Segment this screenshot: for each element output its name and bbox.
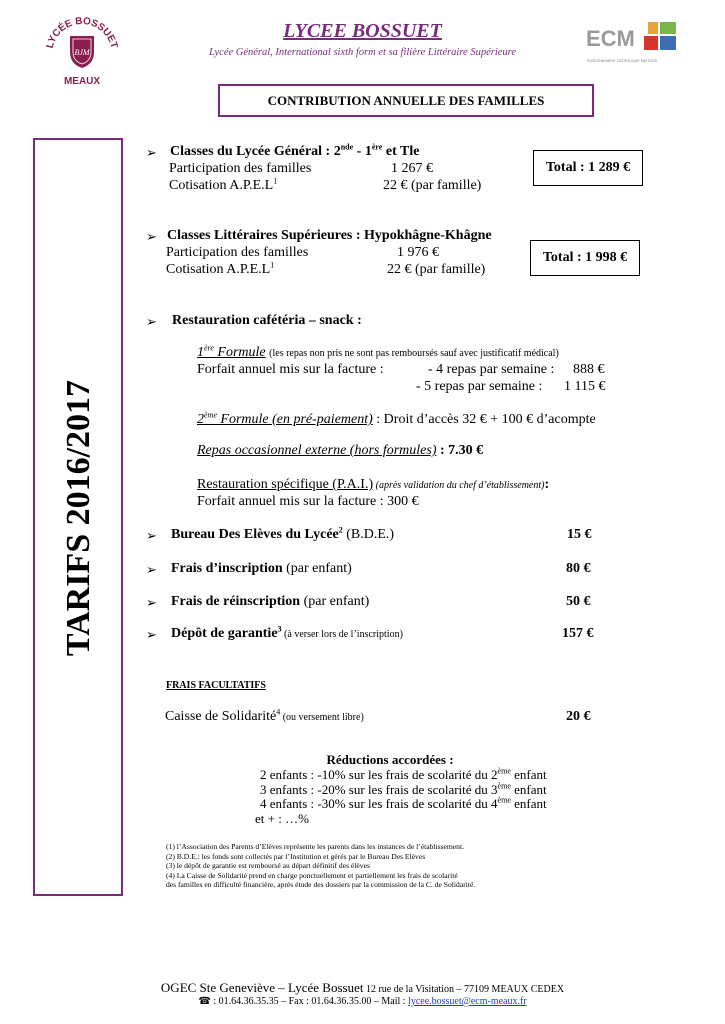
general-title: Classes du Lycée Général : 2nde - 1ère et Tle	[170, 142, 420, 159]
fee-label: Frais de réinscription (par enfant)	[171, 594, 370, 609]
reduction-line: 3 enfants : -20% sur les frais de scolarité du 3ème enfant	[260, 781, 547, 797]
option-4-repas-label: - 4 repas par semaine :	[428, 362, 555, 377]
arrow-bullet: ➢	[146, 627, 157, 642]
option-4-repas-value: 888 €	[573, 362, 605, 377]
caisse-solidarite: Caisse de Solidarité$^4$ (ou versement libre)	[165, 707, 364, 724]
footnote: (4) La Caisse de Solidarité prend en charge ponctuellement et partiellement les frais de scolarité	[166, 870, 458, 880]
fee-price: 80 €	[566, 561, 591, 576]
litteraire-apel-value: 22 € (par famille)	[387, 262, 486, 277]
litteraire-participation-label: Participation des familles	[166, 245, 309, 260]
side-title-box	[33, 138, 123, 896]
litteraire-total-box	[530, 240, 640, 276]
reductions-title: Réductions accordées :	[326, 752, 454, 767]
phone-icon: ☎	[198, 996, 211, 1007]
caisse-price: 20 €	[566, 709, 591, 724]
svg-text:MEAUX: MEAUX	[63, 76, 101, 87]
svg-text:LYCÉE BOSSUET: LYCÉE BOSSUET	[44, 15, 120, 50]
footer-line-1: OGEC Ste Geneviève – Lycée Bossuet 12 rue de la Visitation – 77109 MEAUX CEDEX	[160, 980, 565, 995]
general-total-box	[533, 150, 643, 186]
reduction-line: et + : …%	[255, 810, 309, 826]
general-apel-label: Cotisation $A.P.E.L^1$	[169, 176, 278, 193]
arrow-bullet: ➢	[146, 595, 157, 610]
arrow-bullet: ➢	[146, 562, 157, 577]
litteraire-title: Classes Littéraires Supérieures : Hypokhâgne-Khâgne	[167, 228, 492, 243]
restauration-title: Restauration cafétéria – snack :	[172, 313, 362, 328]
reduction-line: 2 enfants : -10% sur les frais de scolarité du 2ème enfant	[260, 766, 547, 782]
svg-text:ECM: ECM	[586, 26, 635, 51]
arrow-bullet: ➢	[146, 528, 157, 543]
arrow-bullet: ➢	[146, 314, 157, 329]
arrow-bullet: ➢	[146, 229, 157, 244]
fee-label: Dépôt de garantie$^3$ (à verser lors de l’inscription)	[171, 624, 403, 641]
restauration-pai: Restauration spécifique (P.A.I.) (après validation du chef d’établissement):	[197, 477, 550, 492]
school-subtitle: Lycée Général, International sixth form et sa filière Littéraire Supérieure	[208, 47, 517, 58]
repas-occasionnel: Repas occasionnel externe (hors formules) : 7.30 €	[197, 443, 484, 458]
fee-label: Frais d’inscription (par enfant)	[171, 561, 352, 576]
footnote: (2) B.D.E.: les fonds sont collectés par l’Institution et gérés par le Bureau Des Elèves	[166, 851, 426, 861]
fee-price: 157 €	[562, 626, 594, 641]
fee-price: 15 €	[567, 527, 592, 542]
option-5-repas-value: 1 115 €	[564, 379, 606, 394]
doc-title: CONTRIBUTION ANNUELLE DES FAMILLES	[267, 93, 545, 108]
reduction-line: 4 enfants : -30% sur les frais de scolarité du 4ème enfant	[260, 795, 547, 811]
svg-text:BJM: BJM	[74, 48, 90, 57]
email-link[interactable]: lycee.bossuet@ecm-meaux.fr	[408, 996, 527, 1007]
general-participation-label: Participation des familles	[169, 161, 312, 176]
litteraire-total: Total : 1 998 €	[542, 250, 628, 265]
formule-2: 2ème Formule (en pré-paiement) : Droit d’accès 32 € + 100 € d’acompte	[197, 410, 596, 427]
footer-line-2: ☎ : 01.64.36.35.35 – Fax : 01.64.36.35.00 – Mail : lycee.bossuet@ecm-meaux.fr	[198, 996, 527, 1007]
general-apel-value: 22 € (par famille)	[383, 178, 482, 193]
svg-text:ENSEIGNEMENT CATHOLIQUE MELDOI: ENSEIGNEMENT CATHOLIQUE MELDOIS	[587, 59, 657, 63]
litteraire-participation-value: 1 976 €	[397, 245, 439, 260]
arrow-bullet: ➢	[146, 145, 157, 160]
school-name: LYCEE BOSSUET	[283, 20, 442, 42]
doc-title-box	[218, 84, 594, 117]
fee-price: 50 €	[566, 594, 591, 609]
litteraire-apel-label: Cotisation $A.P.E.L^1$	[166, 260, 275, 277]
side-title: TARIFS 2016/2017	[60, 379, 97, 657]
footnote: des familles en difficulté financière, après étude des dossiers par la commission de la C. de Solidarité.	[166, 880, 476, 890]
option-5-repas-label: - 5 repas par semaine :	[416, 379, 543, 394]
formule-1: 1ère Formule (les repas non pris ne sont pas remboursés sauf avec justificatif médical)	[197, 343, 559, 360]
facultatifs-title: FRAIS FACULTATIFS	[166, 680, 266, 691]
forfait-label: Forfait annuel mis sur la facture :	[197, 362, 384, 377]
general-total: Total : 1 289 €	[545, 160, 631, 175]
fee-label: Bureau Des Elèves du Lycée$^2$ (B.D.E.)	[171, 525, 395, 542]
footnote: (1) l’Association des Parents d’Elèves représente les parents dans les instances de l’établissement.	[166, 842, 464, 851]
footnote: (3) le dépôt de garantie est remboursé au départ définitif des élèves	[166, 861, 370, 871]
pai-forfait: Forfait annuel mis sur la facture : 300 €	[197, 494, 419, 509]
general-participation-value: 1 267 €	[391, 161, 433, 176]
